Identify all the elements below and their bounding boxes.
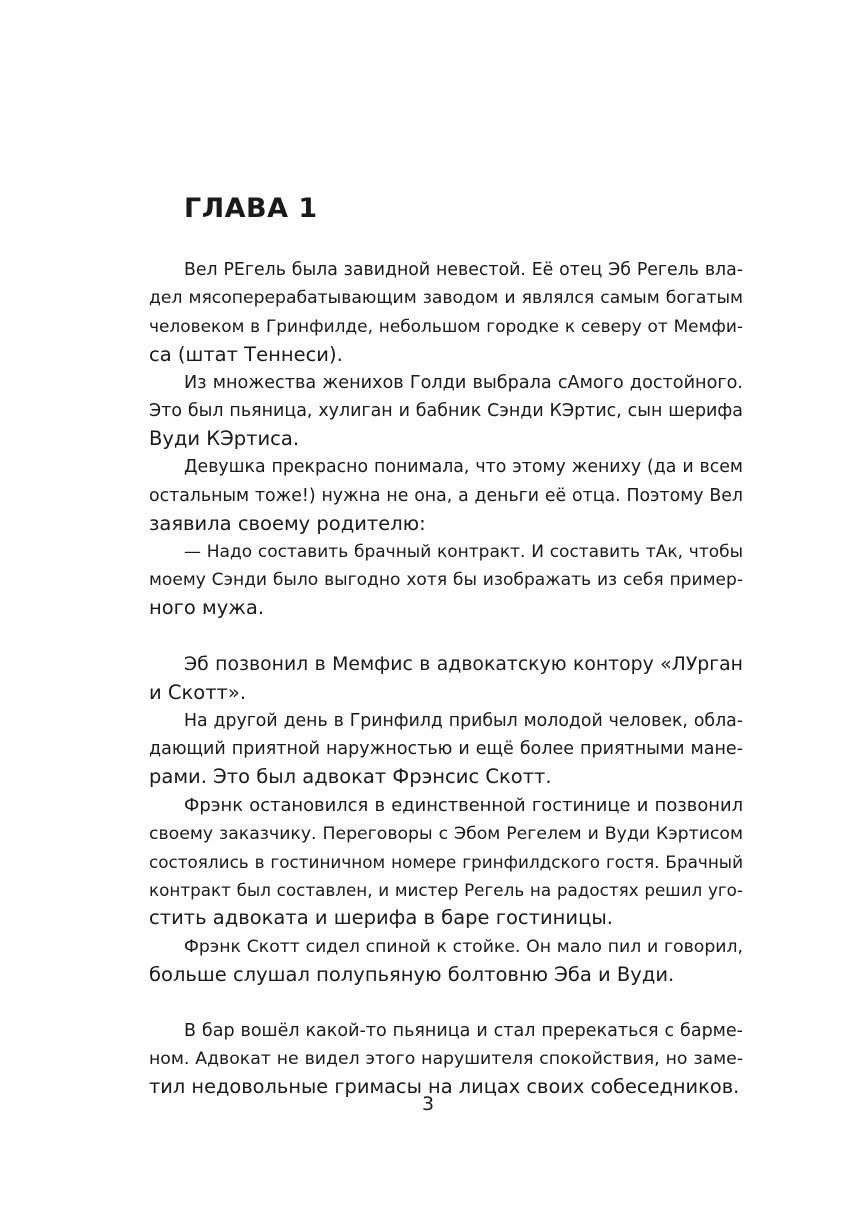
- text-line: — Надо составить брачный контракт. И составить тАк, чтобы: [184, 541, 743, 562]
- text-line: На другой день в Гринфилд прибыл молодой человек, обла-: [184, 711, 743, 731]
- text-line: моему Сэнди было выгодно хотя бы изображать из себя пример-: [149, 570, 743, 591]
- text-line: Это был пьяница, хулиган и бабник Сэнди КЭртис, сын шерифа: [149, 400, 743, 421]
- text-line: ном. Адвокат не видел этого нарушителя спокойствия, но заме-: [149, 1049, 743, 1070]
- text-line: В бар вошёл какой-то пьяница и стал пререкаться с барме-: [184, 1021, 743, 1042]
- text-line: Девушка прекрасно понимала, что этому жениху (да и всем: [184, 457, 743, 478]
- text-line: остальным тоже!) нужна не она, а деньги её отца. Поэтому Вел: [149, 485, 743, 506]
- text-line: Фрэнк остановился в единственной гостинице и позвонил: [184, 794, 743, 816]
- chapter-body: [149, 256, 743, 1102]
- page-number: 3: [421, 1093, 435, 1115]
- text-line: са (штат Теннеси).: [149, 342, 343, 366]
- text-line: стить адвоката и шерифа в баре гостиницы.: [149, 906, 613, 930]
- text-line: дающий приятной наружностью и ещё более приятными мане-: [149, 739, 743, 760]
- text-line: рами. Это был адвокат Фрэнсис Скотт.: [149, 765, 552, 789]
- text-line: ного мужа.: [149, 596, 265, 620]
- text-line: своему заказчику. Переговоры с Эбом Регелем и Вуди Кэртисом: [149, 823, 743, 844]
- chapter-title: ГЛАВА 1: [184, 193, 318, 224]
- text-line: Вуди КЭртиса.: [149, 427, 300, 451]
- text-line: больше слушал полупьяную болтовню Эба и Вуди.: [149, 962, 675, 986]
- section-gap: [149, 989, 743, 1017]
- text-line: Вел РЕгель была завидной невестой. Её отец Эб Регель вла-: [184, 260, 743, 280]
- section-gap: [149, 622, 743, 650]
- text-line: контракт был составлен, и мистер Регель на радостях решил уго-: [149, 880, 743, 901]
- text-line: Фрэнк Скотт сидел спиной к стойке. Он мало пил и говорил,: [184, 936, 743, 957]
- text-line: заявила своему родителю:: [149, 511, 426, 535]
- text-line: человеком в Гринфилде, небольшом городке к северу от Мемфи-: [149, 316, 743, 337]
- text-line: и Скотт».: [149, 680, 247, 704]
- text-line: Эб позвонил в Мемфис в адвокатскую контору «ЛУрган: [184, 653, 743, 675]
- text-line: дел мясоперерабатывающим заводом и являлся самым богатым: [149, 288, 743, 309]
- text-line: тил недовольные гримасы на лицах своих собеседников.: [149, 1075, 740, 1099]
- text-line: состоялись в гостиничном номере гринфилдского гостя. Брачный: [149, 851, 743, 872]
- text-line: Из множества женихов Голди выбрала сАмого достойного.: [184, 372, 743, 393]
